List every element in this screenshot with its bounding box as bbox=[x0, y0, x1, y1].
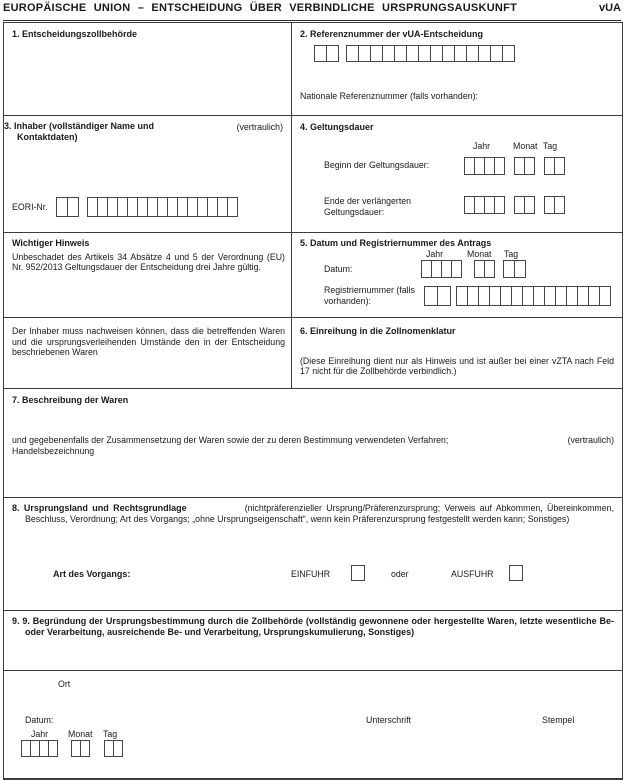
char-cell[interactable] bbox=[67, 197, 79, 217]
box3-confidential-label: (vertraulich) bbox=[236, 122, 283, 132]
char-cell[interactable] bbox=[494, 157, 505, 175]
box8-origin-country bbox=[4, 503, 622, 611]
char-cell[interactable] bbox=[514, 260, 526, 278]
box4-validity bbox=[292, 116, 622, 232]
char-cell[interactable] bbox=[554, 196, 565, 214]
notice-para1: Unbeschadet des Artikels 34 Absätze 4 und 5 der Verordnung (EU) Nr. 952/2013 Geltungsdauer der Entscheidung drei Jahre gültig. bbox=[12, 251, 285, 273]
validity-end-day-cells[interactable] bbox=[544, 196, 565, 214]
eori-label: EORI-Nr. bbox=[12, 202, 48, 212]
box5-year-colhead: Jahr bbox=[426, 249, 444, 259]
box8-label: 8. Ursprungsland und Rechtsgrundlage bbox=[12, 503, 187, 513]
einfuhr-checkbox[interactable] bbox=[351, 565, 365, 581]
ausfuhr-checkbox[interactable] bbox=[509, 565, 523, 581]
char-cell[interactable] bbox=[502, 45, 515, 62]
eori-number-cells[interactable] bbox=[87, 197, 238, 217]
important-notice-cont bbox=[4, 318, 292, 388]
validity-start-month-cells[interactable] bbox=[514, 157, 535, 175]
box8-heading bbox=[12, 503, 614, 524]
vua-reference-number-cells[interactable] bbox=[346, 45, 515, 62]
char-cell[interactable] bbox=[227, 197, 238, 217]
stamp-label: Stempel bbox=[542, 715, 575, 725]
box2-label: 2. Referenznummer der vUA-Entscheidung bbox=[300, 29, 484, 39]
box4-day-colhead: Tag bbox=[543, 141, 558, 151]
box3-label: 3. Inhaber (vollständiger Name und Kontaktdaten) bbox=[4, 121, 155, 142]
form-grid bbox=[3, 22, 623, 780]
char-cell[interactable] bbox=[437, 286, 451, 306]
char-cell[interactable] bbox=[80, 740, 90, 757]
row-4 bbox=[4, 318, 622, 389]
export-label: AUSFUHR bbox=[451, 569, 494, 579]
row-1 bbox=[4, 23, 622, 116]
footer-date-year-cells[interactable] bbox=[21, 740, 58, 757]
box4-month-colhead: Monat bbox=[513, 141, 538, 151]
notice-para2: Der Inhaber muss nachweisen können, dass die betreffenden Waren und die ursprungsverleihenden Umstände den in der Entscheidung beschriebenen Waren bbox=[12, 326, 285, 358]
char-cell[interactable] bbox=[524, 196, 535, 214]
place-label: Ort bbox=[58, 679, 71, 689]
signature-section bbox=[4, 671, 622, 780]
box7-confidential-label: (vertraulich) bbox=[567, 435, 614, 445]
box9-label: 9. 9. Begründung der Ursprungsbestimmung durch die Zollbehörde (vollständig gewonnene oder hergestellte Waren, letzte wesentliche Be- oder Verarbeitung, ausreichende Be- und Verarbeitung, Ursprungskumulierung, Sonstiges) bbox=[12, 616, 614, 638]
footer-day-colhead: Tag bbox=[103, 729, 118, 739]
box6-note: (Diese Einreihung dient nur als Hinweis und ist außer bei einer vZTA nach Feld 17 nicht für die Zollbehörde verbindlich.) bbox=[300, 355, 614, 377]
box7-label: 7. Beschreibung der Waren bbox=[12, 395, 129, 405]
decision-authority-input-area[interactable] bbox=[4, 23, 291, 115]
origin-justification-input-area[interactable] bbox=[4, 616, 622, 670]
char-cell[interactable] bbox=[599, 286, 611, 306]
row-2 bbox=[4, 116, 622, 233]
application-date-label: Datum: bbox=[324, 264, 353, 274]
footer-month-colhead: Monat bbox=[68, 729, 93, 739]
application-date-year-cells[interactable] bbox=[421, 260, 462, 278]
char-cell[interactable] bbox=[424, 286, 438, 306]
signature-label: Unterschrift bbox=[366, 715, 411, 725]
char-cell[interactable] bbox=[113, 740, 123, 757]
char-cell[interactable] bbox=[484, 260, 495, 278]
form-header bbox=[3, 2, 621, 21]
row-3 bbox=[4, 233, 622, 318]
box5-application bbox=[292, 233, 622, 317]
box5-month-colhead: Monat bbox=[467, 249, 492, 259]
validity-end-month-cells[interactable] bbox=[514, 196, 535, 214]
important-notice bbox=[4, 233, 292, 317]
box7-trade-name-label: Handelsbezeichnung bbox=[12, 446, 95, 456]
form-title: EUROPÄISCHE UNION – ENTSCHEIDUNG ÜBER VERBINDLICHE URSPRUNGSAUSKUNFT bbox=[3, 2, 518, 14]
application-date-day-cells[interactable] bbox=[503, 260, 526, 278]
box9-origin-justification bbox=[4, 616, 622, 671]
validity-end-label: Ende der verlängerten Geltungsdauer: bbox=[324, 196, 412, 217]
or-label: oder bbox=[391, 569, 409, 579]
import-label: EINFUHR bbox=[291, 569, 331, 579]
application-date-month-cells[interactable] bbox=[474, 260, 495, 278]
box4-label: 4. Geltungsdauer bbox=[300, 122, 374, 132]
signature-input-area[interactable] bbox=[344, 726, 494, 776]
char-cell[interactable] bbox=[451, 260, 462, 278]
operation-type-label: Art des Vorgangs: bbox=[53, 569, 131, 579]
box4-year-colhead: Jahr bbox=[473, 141, 491, 151]
eori-prefix-cells[interactable] bbox=[56, 197, 79, 217]
footer-date-label: Datum: bbox=[25, 715, 54, 725]
notice-title: Wichtiger Hinweis bbox=[12, 238, 90, 248]
box5-label: 5. Datum und Registriernummer des Antrags bbox=[300, 238, 492, 248]
char-cell[interactable] bbox=[48, 740, 58, 757]
box8-hint: (nichtpräferenzieller Ursprung/Präferenzursprung; Verweis auf Abkommen, Übereinkommen, Beschluss, Verordnung; Art des Vorgangs; „ohne Ursprungseigenschaft“, wenn kein Präferenzursprung festgestellt werden kann; Sonstiges) bbox=[25, 503, 614, 524]
box7-goods-description bbox=[4, 389, 622, 498]
box6-label: 6. Einreihung in die Zollnomenklatur bbox=[300, 326, 456, 336]
validity-start-label: Beginn der Geltungsdauer: bbox=[324, 160, 430, 170]
footer-date-month-cells[interactable] bbox=[71, 740, 90, 757]
vua-reference-prefix-cells[interactable] bbox=[314, 45, 339, 62]
form-code: vUA bbox=[598, 2, 621, 14]
box1-label: 1. Entscheidungszollbehörde bbox=[12, 29, 138, 39]
stamp-input-area[interactable] bbox=[524, 726, 614, 776]
box7-body: und gegebenenfalls der Zusammensetzung der Waren sowie der zu deren Bestimmung verwendeten Verfahren; bbox=[12, 435, 449, 445]
registration-number-label: Registriernummer (falls vorhanden): bbox=[324, 285, 415, 306]
char-cell[interactable] bbox=[554, 157, 565, 175]
validity-end-year-cells[interactable] bbox=[464, 196, 505, 214]
footer-year-colhead: Jahr bbox=[31, 729, 49, 739]
box2-reference-number bbox=[292, 23, 622, 115]
char-cell[interactable] bbox=[326, 45, 339, 62]
registration-number-cells[interactable] bbox=[456, 286, 611, 306]
registration-prefix-cells[interactable] bbox=[424, 286, 451, 306]
box5-day-colhead: Tag bbox=[504, 249, 519, 259]
char-cell[interactable] bbox=[524, 157, 535, 175]
validity-start-day-cells[interactable] bbox=[544, 157, 565, 175]
char-cell[interactable] bbox=[494, 196, 505, 214]
box3-holder bbox=[4, 116, 292, 232]
national-reference-label: Nationale Referenznummer (falls vorhanden): bbox=[300, 91, 478, 101]
validity-start-year-cells[interactable] bbox=[464, 157, 505, 175]
footer-date-day-cells[interactable] bbox=[104, 740, 123, 757]
box1-decision-authority bbox=[4, 23, 292, 115]
box6-classification bbox=[292, 318, 622, 388]
